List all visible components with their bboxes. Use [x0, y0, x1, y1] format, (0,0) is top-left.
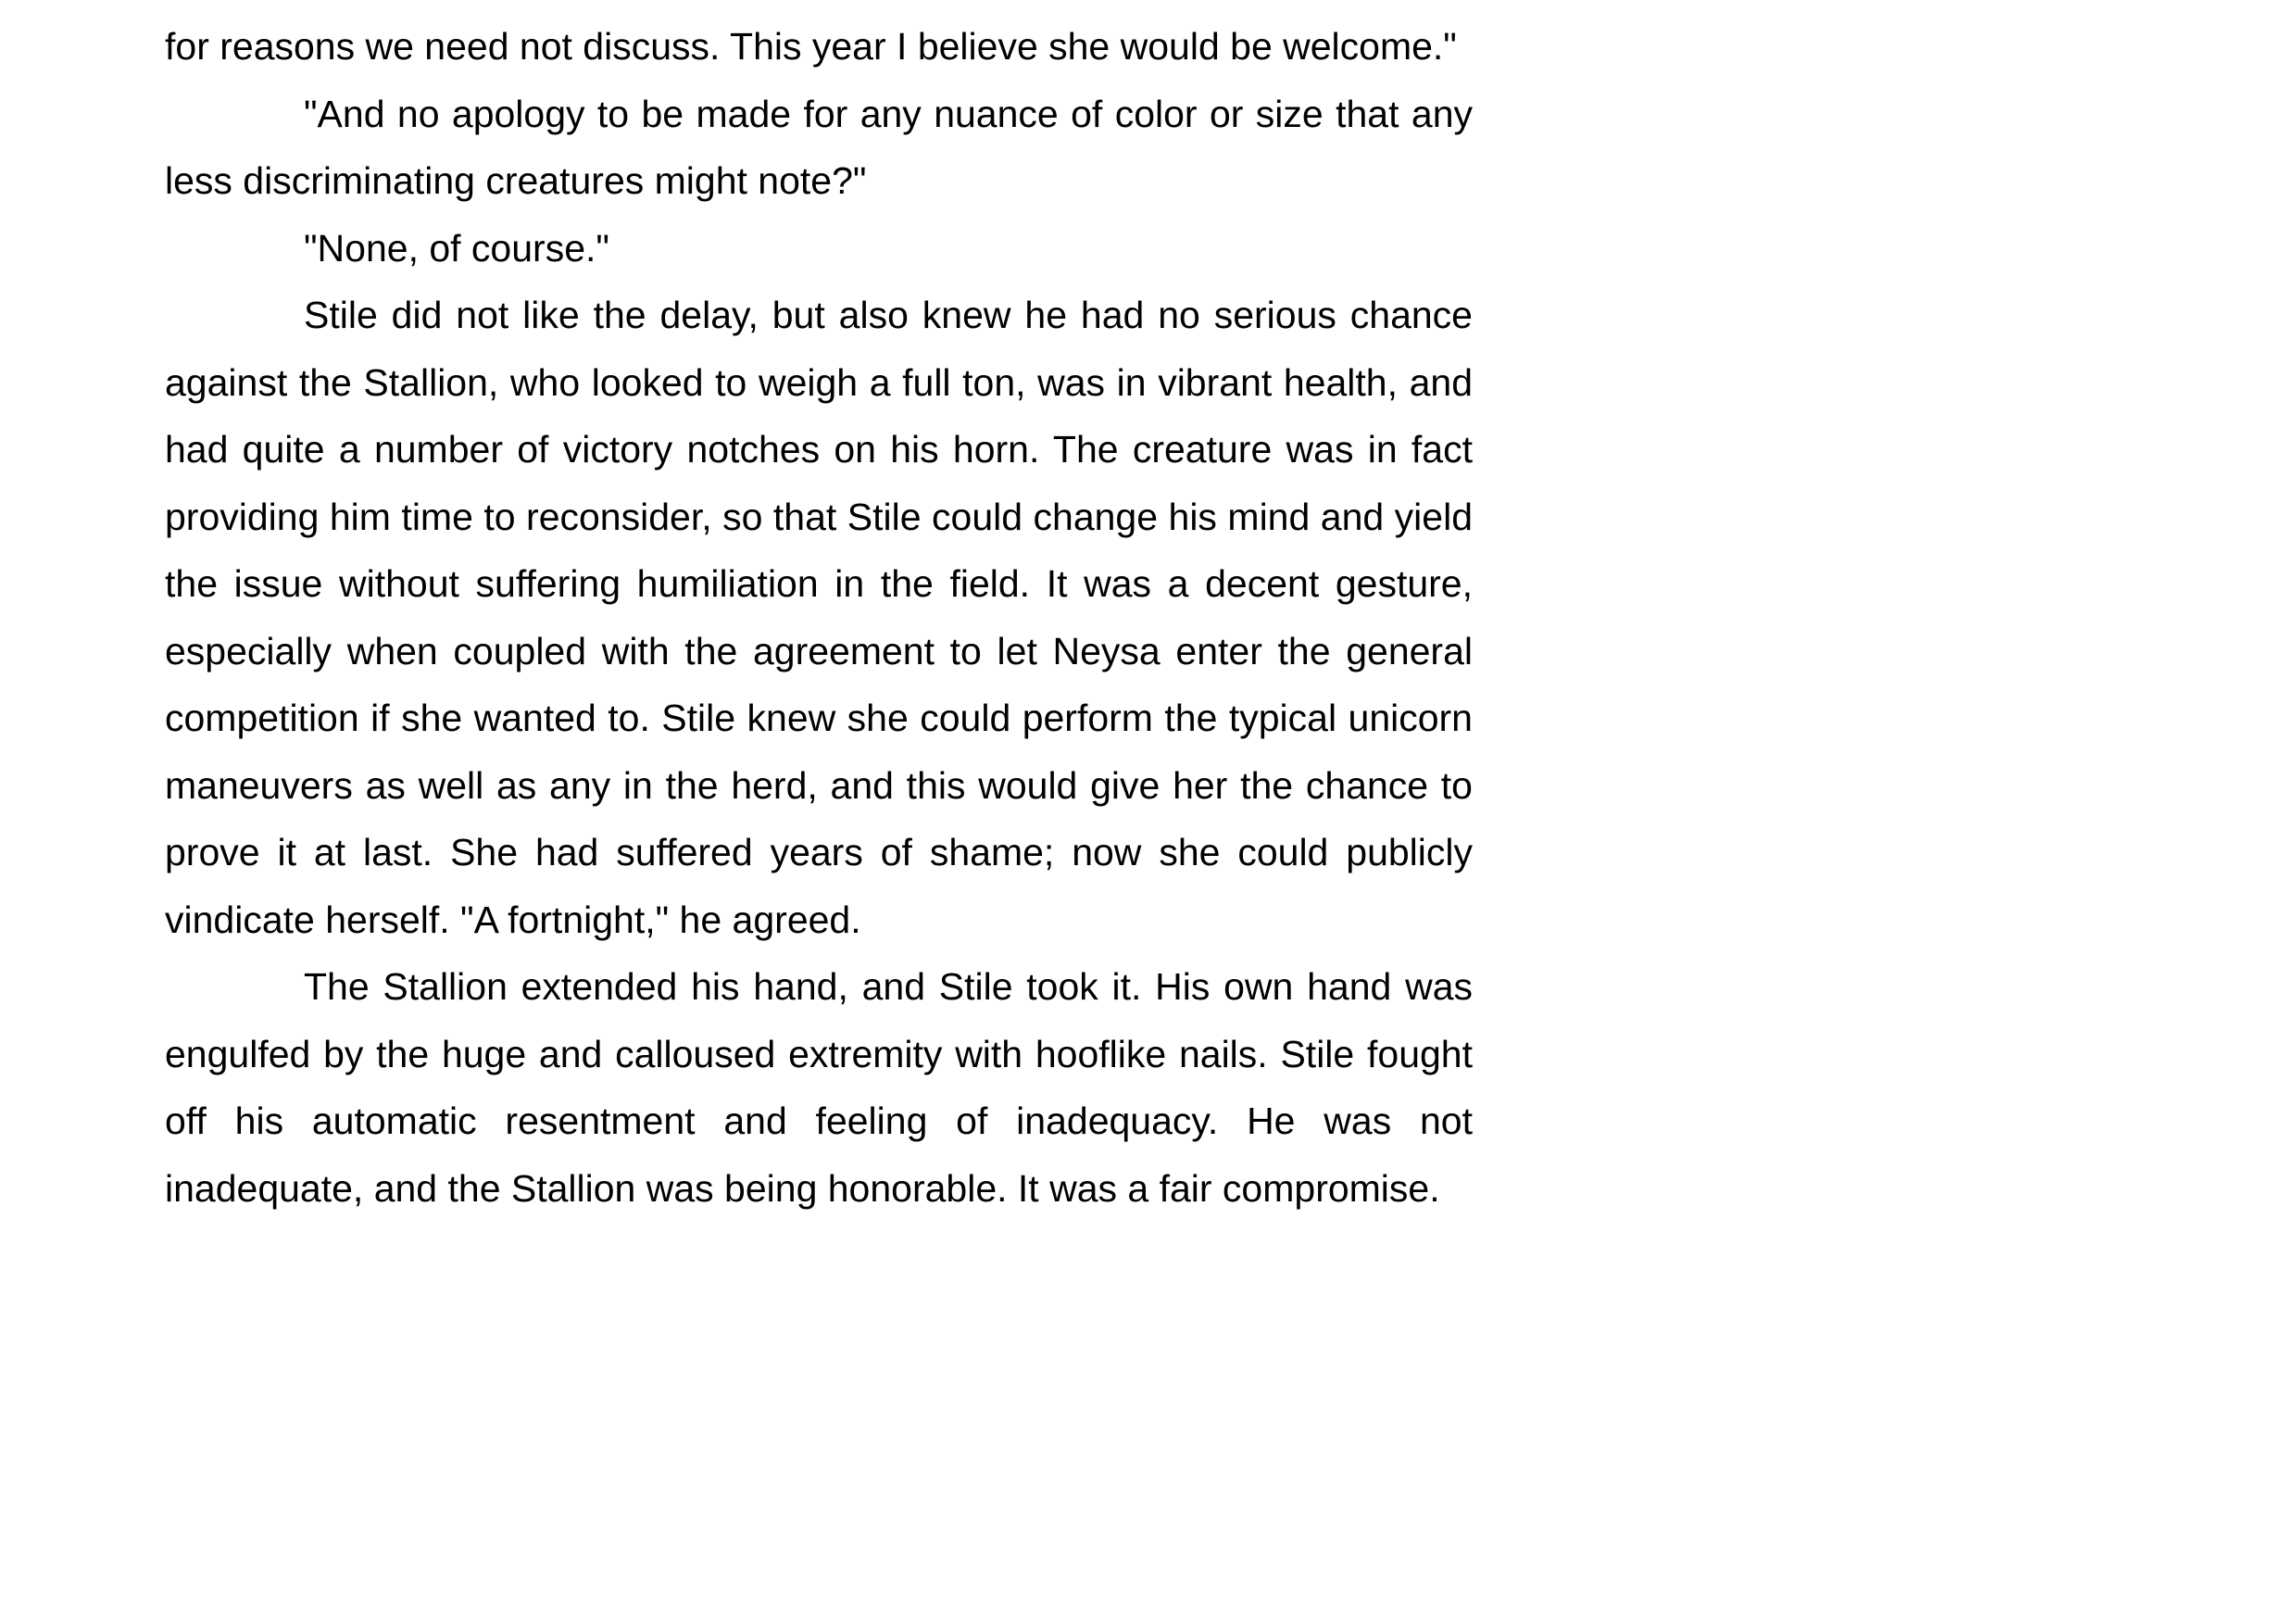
- paragraph-continued: for reasons we need not discuss. This year I believe she would be welcome.": [165, 25, 1457, 68]
- paragraph-apology-question: "And no apology to be made for any nuance of color or size that any less discriminating creatures might note?": [165, 92, 1473, 202]
- paragraph-stallion-hand: The Stallion extended his hand, and Stile took it. His own hand was engulfed by the huge and calloused extremity with hooflike nails. Stile fought off his automatic resentment and feeling of inadequacy. He was not inadequate, and the Stallion was being honorable. It was a fair compromise.: [165, 965, 1473, 1210]
- paragraph-none-of-course: "None, of course.": [304, 226, 609, 270]
- body-text: [165, 13, 1473, 1222]
- paragraph-stile-delay: Stile did not like the delay, but also knew he had no serious chance against the Stallion, who looked to weigh a full ton, was in vibrant health, and had quite a number of victory notches on his horn. The creature was in fact providing him time to reconsider, so that Stile could change his mind and yield the issue without suffering humiliation in the field. It was a decent gesture, especially when coupled with the agreement to let Neysa enter the general competition if she wanted to. Stile knew she could perform the typical unicorn maneuvers as well as any in the herd, and this would give her the chance to prove it at last. She had suffered years of shame; now she could publicly vindicate herself. "A fortnight," he agreed.: [165, 294, 1473, 941]
